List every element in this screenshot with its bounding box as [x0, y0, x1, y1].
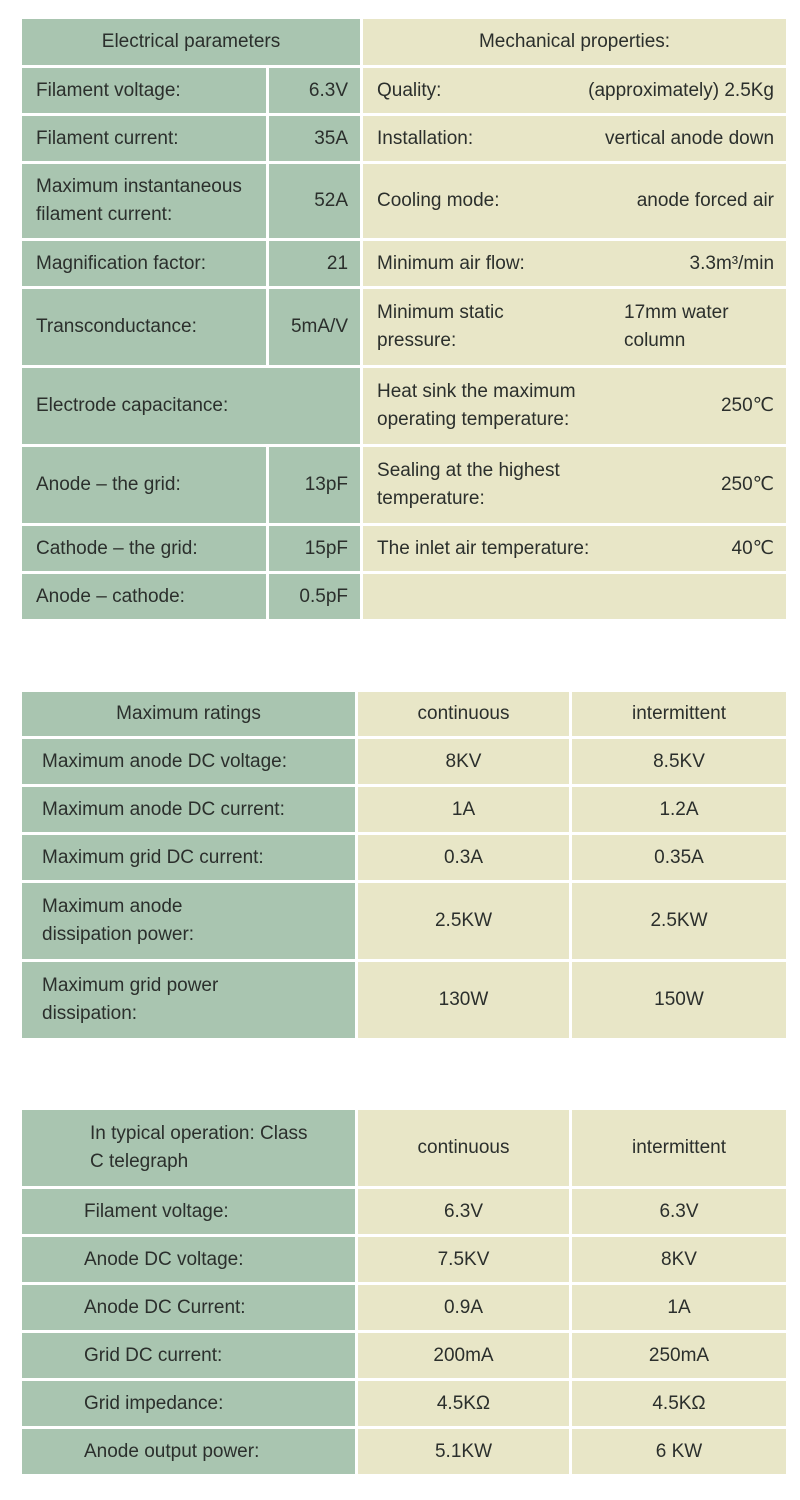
- me-label: Quality:: [377, 79, 442, 101]
- me-cell: [363, 368, 786, 444]
- me-value: anode forced air: [636, 190, 775, 212]
- me-label: Installation:: [377, 127, 474, 149]
- el-value: 35A: [269, 116, 360, 161]
- continuous-value: 2.5KW: [358, 883, 569, 959]
- intermittent-header: intermittent: [572, 692, 786, 736]
- me-label: Minimum air flow:: [377, 252, 525, 274]
- continuous-header: continuous: [358, 692, 569, 736]
- me-cell-empty: [363, 574, 786, 619]
- continuous-value: 200mA: [358, 1333, 569, 1378]
- el-label: Anode – cathode:: [22, 574, 266, 619]
- operation-label: Filament voltage:: [22, 1189, 355, 1234]
- intermittent-header: intermittent: [572, 1110, 786, 1186]
- me-cell: [363, 116, 786, 161]
- el-label: Magnification factor:: [22, 241, 266, 286]
- continuous-value: 130W: [358, 962, 569, 1038]
- maximum-ratings-table: [19, 689, 789, 1041]
- me-cell: [363, 164, 786, 238]
- typical-operation-table: [19, 1107, 789, 1477]
- rating-label: Maximum grid DC current:: [22, 835, 355, 880]
- continuous-value: 8KV: [358, 739, 569, 784]
- continuous-value: 6.3V: [358, 1189, 569, 1234]
- continuous-value: 0.9A: [358, 1285, 569, 1330]
- me-cell: [363, 526, 786, 571]
- me-value: 250℃: [720, 395, 775, 417]
- rating-label: Maximum anode DC voltage:: [22, 739, 355, 784]
- intermittent-value: 250mA: [572, 1333, 786, 1378]
- operation-label: Anode output power:: [22, 1429, 355, 1474]
- me-cell: [363, 289, 786, 365]
- rating-label: Maximum grid power dissipation:: [22, 962, 355, 1038]
- intermittent-value: 6.3V: [572, 1189, 786, 1234]
- el-label: Cathode – the grid:: [22, 526, 266, 571]
- continuous-value: 0.3A: [358, 835, 569, 880]
- operation-label: Grid DC current:: [22, 1333, 355, 1378]
- el-value: 21: [269, 241, 360, 286]
- el-label: Filament current:: [22, 116, 266, 161]
- me-cell: [363, 447, 786, 523]
- el-value: 15pF: [269, 526, 360, 571]
- el-value: 52A: [269, 164, 360, 238]
- el-label: Transconductance:: [22, 289, 266, 365]
- continuous-header: continuous: [358, 1110, 569, 1186]
- intermittent-value: 8.5KV: [572, 739, 786, 784]
- typical-operation-header: In typical operation: Class C telegraph: [22, 1110, 355, 1186]
- intermittent-value: 8KV: [572, 1237, 786, 1282]
- intermittent-value: 2.5KW: [572, 883, 786, 959]
- electrical-parameters-header: Electrical parameters: [22, 19, 360, 65]
- me-cell: [363, 241, 786, 286]
- intermittent-value: 6 KW: [572, 1429, 786, 1474]
- me-label: Minimum static pressure:: [377, 302, 504, 351]
- el-value: 6.3V: [269, 68, 360, 113]
- me-value: 3.3m³/min: [689, 252, 775, 274]
- mechanical-properties-header: Mechanical properties:: [363, 19, 786, 65]
- el-value: 5mA/V: [269, 289, 360, 365]
- me-value: (approximately) 2.5Kg: [588, 79, 775, 101]
- electrical-mechanical-table: [19, 16, 789, 622]
- intermittent-value: 150W: [572, 962, 786, 1038]
- rating-label: Maximum anode dissipation power:: [22, 883, 355, 959]
- me-label: Cooling mode:: [377, 190, 500, 212]
- el-label: Maximum instantaneous filament current:: [22, 164, 266, 238]
- el-value: 13pF: [269, 447, 360, 523]
- operation-label: Anode DC Current:: [22, 1285, 355, 1330]
- el-label: Anode – the grid:: [22, 447, 266, 523]
- me-label: Sealing at the highest temperature:: [377, 460, 560, 509]
- continuous-value: 5.1KW: [358, 1429, 569, 1474]
- me-value: 250℃: [720, 474, 775, 496]
- continuous-value: 4.5KΩ: [358, 1381, 569, 1426]
- operation-label: Grid impedance:: [22, 1381, 355, 1426]
- intermittent-value: 4.5KΩ: [572, 1381, 786, 1426]
- rating-label: Maximum anode DC current:: [22, 787, 355, 832]
- me-value: vertical anode down: [605, 127, 775, 149]
- intermittent-value: 1A: [572, 1285, 786, 1330]
- el-value: 0.5pF: [269, 574, 360, 619]
- me-value: 17mm water column: [624, 302, 729, 351]
- max-ratings-header: Maximum ratings: [22, 692, 355, 736]
- intermittent-value: 0.35A: [572, 835, 786, 880]
- el-label: Filament voltage:: [22, 68, 266, 113]
- me-cell: [363, 68, 786, 113]
- operation-label: Anode DC voltage:: [22, 1237, 355, 1282]
- continuous-value: 7.5KV: [358, 1237, 569, 1282]
- me-label: The inlet air temperature:: [377, 537, 590, 559]
- me-value: 40℃: [731, 537, 775, 559]
- el-label: Electrode capacitance:: [22, 368, 360, 444]
- intermittent-value: 1.2A: [572, 787, 786, 832]
- me-label: Heat sink the maximum operating temperature:: [377, 381, 576, 430]
- continuous-value: 1A: [358, 787, 569, 832]
